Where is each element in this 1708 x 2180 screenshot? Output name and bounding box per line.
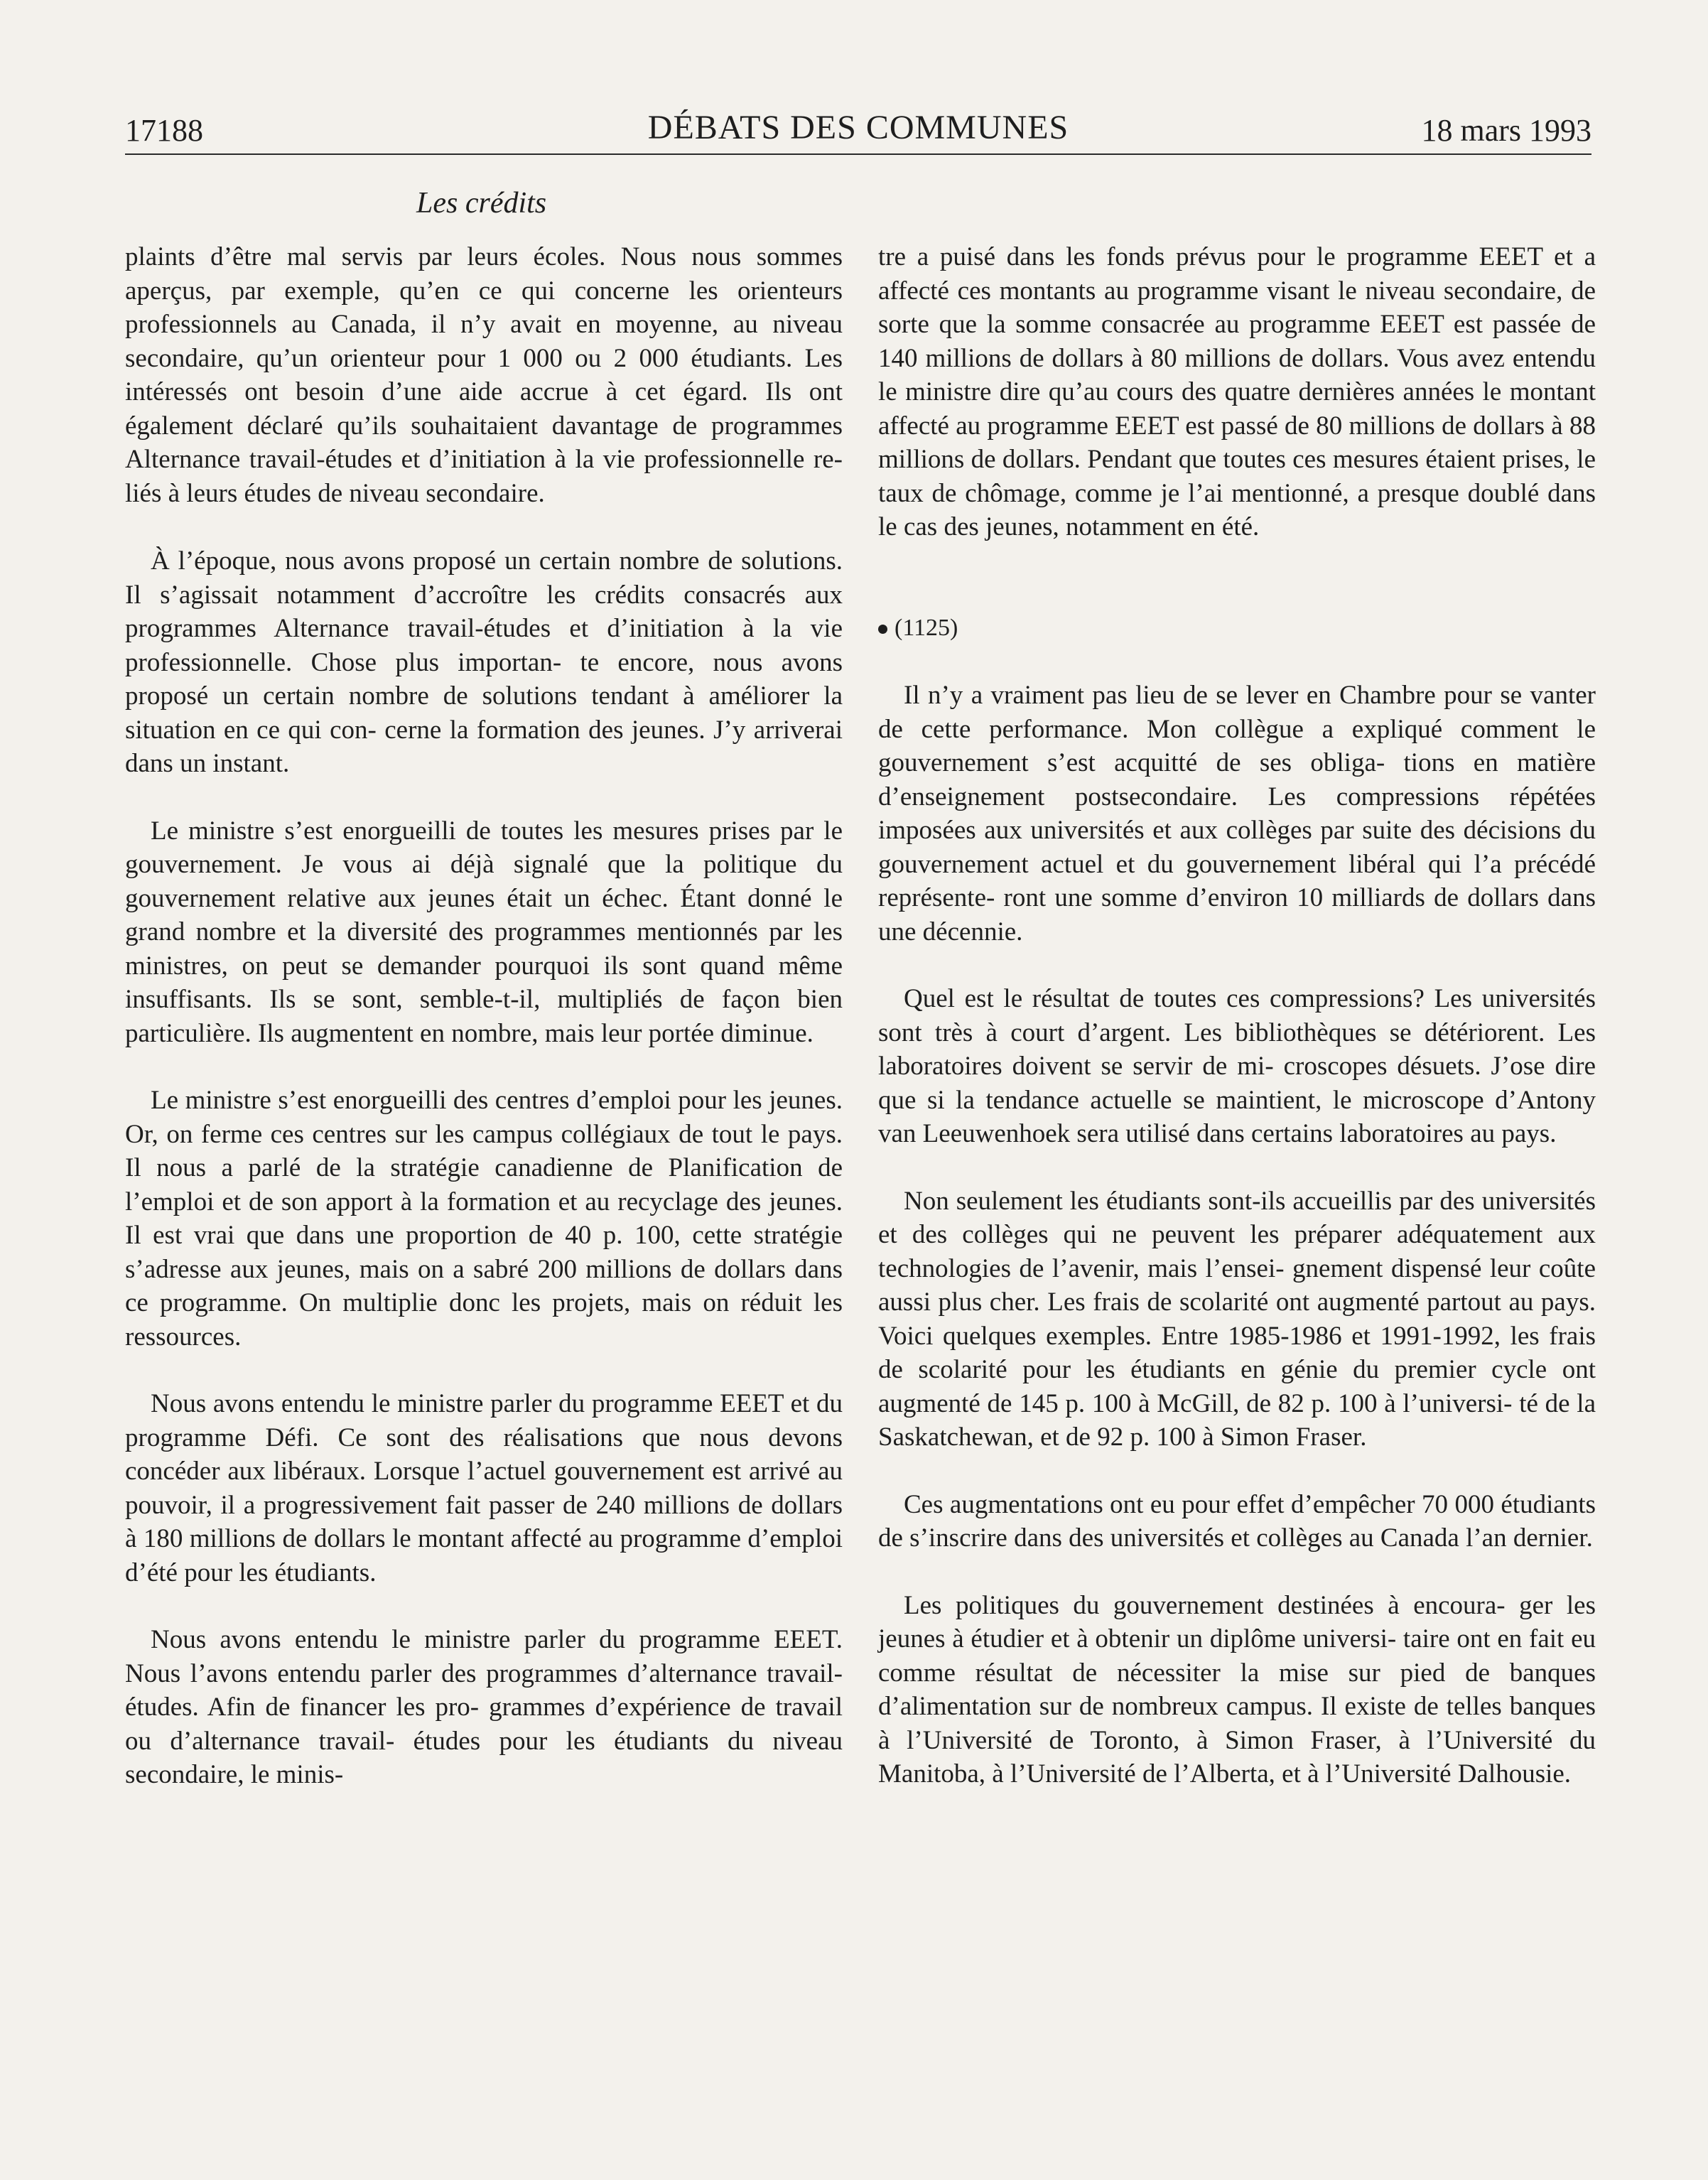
page-header (125, 108, 1591, 148)
paragraph: tre a puisé dans les fonds prévus pour le programme EEET et a affecté ces montants au programme visant le niveau secondaire, de sorte que la somme consacrée au programme EEET est passée de 140 millions de dollars à 80 millions de dollars. Vous avez entendu le ministre dire qu’au cours des quatre dernières années le montant affecté au programme EEET est passé de 80 millions de dollars à 88 millions de dollars. Pendant que toutes ces mesures étaient prises, le taux de chômage, comme je l’ai mentionné, a presque doublé dans le cas des jeunes, notamment en été. (878, 242, 1596, 541)
paragraph: Le ministre s’est enorgueilli des centres d’emploi pour les jeunes. Or, on ferme ces centres sur les campus collégiaux de tout le pays. Il nous a parlé de la stratégie canadienne de Planification de l’emploi et de son apport à la formation et au recyclage des jeunes. Il est vrai que dans une proportion de 40 p. 100, cette stratégie s’adresse aux jeunes, mais on a sabré 200 millions de dollars dans ce programme. On multiplie donc les projets, mais on réduit les ressources. (125, 1086, 843, 1351)
bullet-icon (878, 625, 887, 634)
paragraph: Le ministre s’est enorgueilli de toutes les mesures prises par le gouvernement. Je vous ai déjà signalé que la politique du gouvernement relative aux jeunes était un échec. Étant donné le grand nombre et la diversité des programmes mentionnés par les ministres, on peut se demander pourquoi ils sont quand même insuffisants. Ils se sont, semble-t-il, multipliés de façon bien particulière. Ils augmentent en nombre, mais leur portée diminue. (125, 816, 843, 1048)
section-label: Les crédits (416, 187, 547, 220)
paragraph: Non seulement les étudiants sont-ils accueillis par des universités et des collèges qui ne peuvent les préparer adéquatement aux technologies de l’avenir, mais l’ensei- gnement dispensé leur coûte aussi plus cher. Les frais de scolarité ont augmenté partout au pays. Voici quelques exemples. Entre 1985-1986 et 1991-1992, les frais de scolarité pour les étudiants en génie du premier cycle ont augmenté de 145 p. 100 à McGill, de 82 p. 100 à l’universi- té de la Saskatchewan, et de 92 p. 100 à Simon Fraser. (878, 1186, 1596, 1452)
right-column (878, 240, 1596, 1791)
paragraph: Les politiques du gouvernement destinées à encoura- ger les jeunes à étudier et à obtenir un diplôme universi- taire ont en fait eu comme résultat de nécessiter la mise sur pied de banques d’alimentation sur de nombreux campus. Il existe de telles banques à l’Université de Toronto, à Simon Fraser, à l’Université du Manitoba, à l’Université de l’Alberta, et à l’Université Dalhousie. (878, 1590, 1596, 1788)
journal-title: DÉBATS DES COMMUNES (647, 109, 1069, 146)
timestamp-text: (1125) (894, 614, 958, 641)
page-number: 17188 (125, 113, 203, 148)
header-date: 18 mars 1993 (1421, 113, 1591, 148)
paragraph: À l’époque, nous avons proposé un certain nombre de solutions. Il s’agissait notamment d’accroître les crédits consacrés aux programmes Alternance travail-études et d’initiation à la vie professionnelle. Chose plus importan- te encore, nous avons proposé un certain nombre de solutions tendant à améliorer la situation en ce qui con- cerne la formation des jeunes. J’y arriverai dans un instant. (125, 546, 843, 778)
header-divider (125, 153, 1591, 155)
paragraph: Nous avons entendu le ministre parler du programme EEET et du programme Défi. Ce sont des réalisations que nous devons concéder aux libéraux. Lorsque l’actuel gouvernement est arrivé au pouvoir, il a progressivement fait passer de 240 millions de dollars à 180 millions de dollars le montant affecté au programme d’emploi d’été pour les étudiants. (125, 1389, 843, 1587)
paragraph: Ces augmentations ont eu pour effet d’empêcher 70 000 étudiants de s’inscrire dans des universités et collèges au Canada l’an dernier. (878, 1489, 1596, 1553)
timestamp-marker (878, 611, 1596, 645)
left-column (125, 240, 843, 1792)
paragraph: Nous avons entendu le ministre parler du programme EEET. Nous l’avons entendu parler des programmes d’alternance travail-études. Afin de financer les pro- grammes d’expérience de travail ou d’alternance travail- études pour les étudiants du niveau secondaire, le minis- (125, 1625, 843, 1789)
paragraph: plaints d’être mal servis par leurs écoles. Nous nous sommes aperçus, par exemple, qu’en ce qui concerne les orienteurs professionnels au Canada, il n’y avait en moyenne, au niveau secondaire, qu’un orienteur pour 1 000 ou 2 000 étudiants. Les intéressés ont besoin d’une aide accrue à cet égard. Ils ont également déclaré qu’ils souhaitaient davantage de programmes Alternance travail-études et d’initiation à la vie professionnelle re- liés à leurs études de niveau secondaire. (125, 242, 843, 508)
paragraph: Il n’y a vraiment pas lieu de se lever en Chambre pour se vanter de cette performance. Mon collègue a expliqué comment le gouvernement s’est acquitté de ses obliga- tions en matière d’enseignement postsecondaire. Les compressions répétées imposées aux universités et aux collèges par suite des décisions du gouvernement actuel et du gouvernement libéral qui l’a précédé représente- ront une somme d’environ 10 milliards de dollars dans une décennie. (878, 681, 1596, 946)
timestamp (878, 611, 1596, 645)
paragraph: Quel est le résultat de toutes ces compressions? Les universités sont très à court d’argent. Les bibliothèques se détériorent. Les laboratoires doivent se servir de mi- croscopes désuets. J’ose dire que si la tendance actuelle se maintient, le microscope d’Antony van Leeuwenhoek sera utilisé dans certains laboratoires au pays. (878, 984, 1596, 1148)
